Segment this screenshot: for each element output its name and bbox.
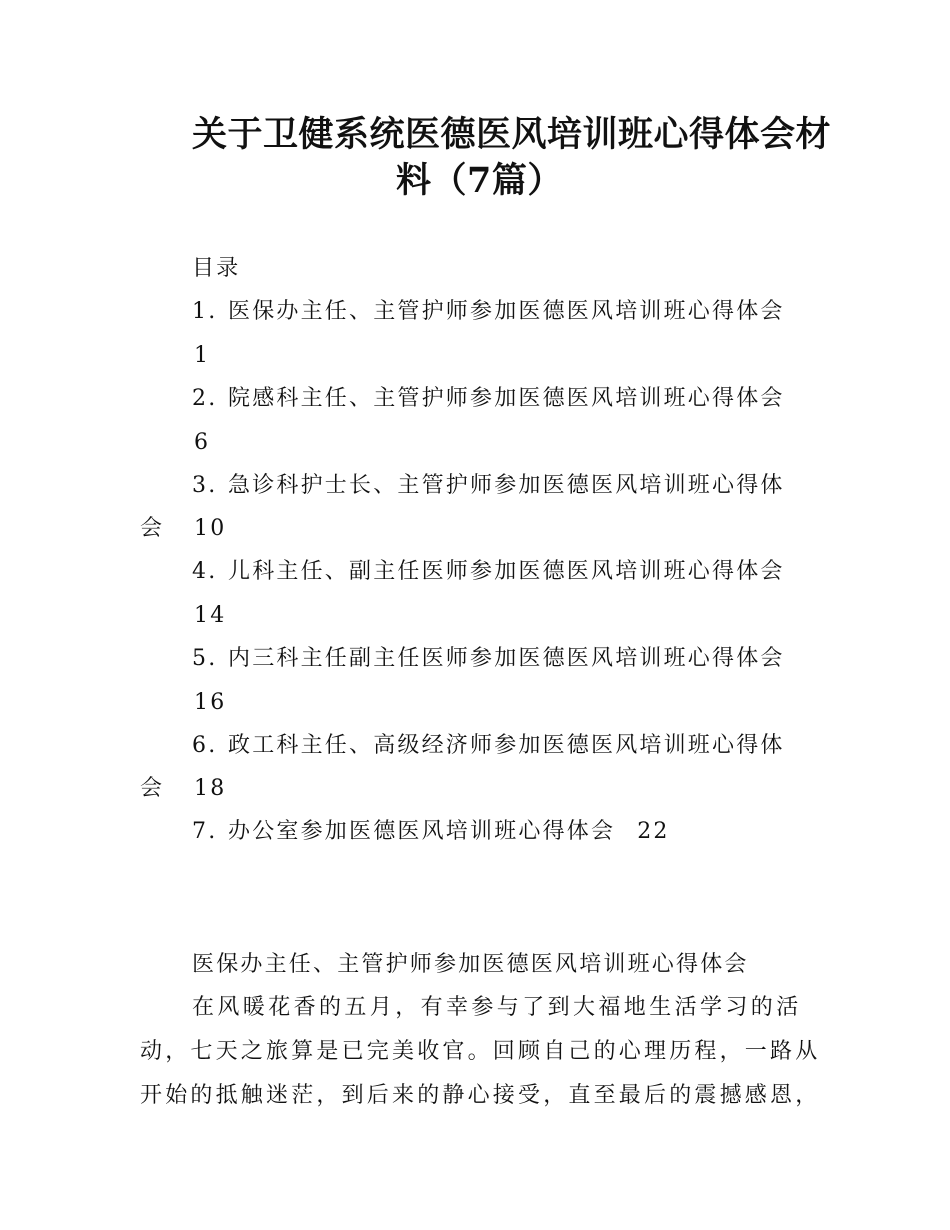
- document-title-line-2: 料（7篇）: [396, 160, 563, 201]
- toc-item-page: 16: [194, 690, 227, 715]
- toc-item-page: 22: [637, 819, 670, 844]
- toc-item-4[interactable]: [192, 557, 785, 587]
- document-title-line-1: 关于卫健系统医德医风培训班心得体会材: [192, 114, 832, 155]
- toc-item-number: 3.: [192, 473, 218, 498]
- toc-item-page: 18: [194, 776, 227, 801]
- toc-item-number: 5.: [192, 646, 218, 671]
- toc-item-1[interactable]: [192, 297, 785, 327]
- body-text-line: 在风暖花香的五月，有幸参与了到大福地生活学习的活: [192, 995, 802, 1020]
- toc-item-number: 7.: [192, 819, 218, 844]
- toc-item-wrap: 会: [140, 516, 165, 541]
- toc-item-page: 6: [194, 430, 211, 455]
- toc-item-text: 医保办主任、主管护师参加医德医风培训班心得体会: [228, 299, 785, 324]
- body-text-line: 开始的抵触迷茫，到后来的静心接受，直至最后的震撼感恩，: [140, 1083, 821, 1108]
- toc-item-text: 急诊科护士长、主管护师参加医德医风培训班心得体: [228, 473, 785, 498]
- section-heading: 医保办主任、主管护师参加医德医风培训班心得体会: [192, 952, 749, 977]
- toc-item-text: 院感科主任、主管护师参加医德医风培训班心得体会: [228, 386, 785, 411]
- toc-item-number: 6.: [192, 733, 218, 758]
- toc-item-number: 1.: [192, 299, 218, 324]
- toc-item-text: 儿科主任、副主任医师参加医德医风培训班心得体会: [228, 559, 785, 584]
- toc-item-number: 4.: [192, 559, 218, 584]
- toc-item-2[interactable]: [192, 384, 785, 414]
- toc-item-page: 10: [194, 516, 227, 541]
- toc-item-wrap: 会: [140, 776, 165, 801]
- toc-item-text: 政工科主任、高级经济师参加医德医风培训班心得体: [228, 733, 785, 758]
- toc-item-text: 内三科主任副主任医师参加医德医风培训班心得体会: [228, 646, 785, 671]
- body-text-line: 动，七天之旅算是已完美收官。回顾自己的心理历程，一路从: [140, 1039, 821, 1064]
- toc-item-page: 1: [194, 343, 211, 368]
- toc-item-5[interactable]: [192, 644, 785, 674]
- toc-item-text: 办公室参加医德医风培训班心得体会: [228, 819, 616, 844]
- toc-item-7[interactable]: [192, 817, 670, 847]
- toc-label: 目录: [192, 256, 241, 281]
- toc-item-page: 14: [194, 603, 227, 628]
- toc-item-number: 2.: [192, 386, 218, 411]
- toc-item-6[interactable]: [192, 731, 785, 761]
- toc-item-3[interactable]: [192, 471, 785, 501]
